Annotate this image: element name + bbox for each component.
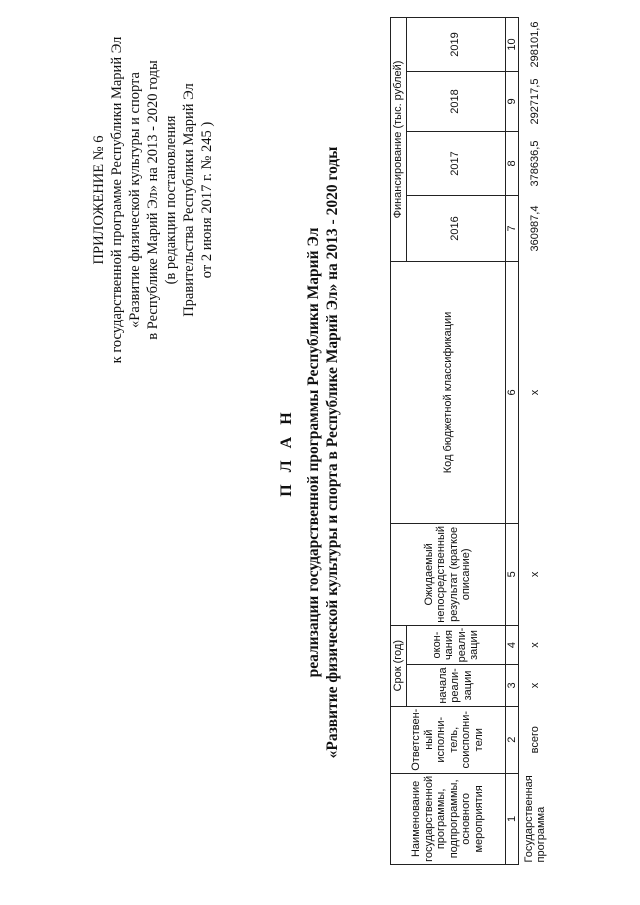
column-number: 3 <box>505 665 519 706</box>
column-number: 6 <box>505 261 519 523</box>
header-row-1 <box>391 17 407 864</box>
header-name: Наименование государственной программы, подпрограммы, основного мероприятия <box>391 773 506 864</box>
column-number-row <box>505 17 519 864</box>
row-value-2017: 378636,5 <box>528 140 541 187</box>
header-result: Ожидаемый непосредственный результат (краткое описание) <box>391 523 506 625</box>
appendix-line: к государственной программе Республики Марий Эл <box>109 36 125 364</box>
header-term: Срок (год) <box>391 625 407 706</box>
header-financing: Финансирование (тыс. рублей) <box>391 17 407 261</box>
appendix-line: в Республике Марий Эл» на 2013 - 2020 годы <box>145 60 161 340</box>
header-year-2016: 2016 <box>406 195 505 261</box>
header-responsible: Ответствен-ный исполни-тель, соисполни-тели <box>391 706 506 773</box>
plan-subtitle-line-1: реализации государственной программы Республики Марий Эл <box>305 227 322 678</box>
row-start: х <box>528 682 541 689</box>
appendix-line: от 2 июня 2017 г. № 245 ) <box>199 121 215 279</box>
row-result: х <box>528 571 541 578</box>
column-number: 8 <box>505 131 519 195</box>
column-number: 5 <box>505 523 519 625</box>
row-responsible: всего <box>528 726 541 754</box>
row-code: х <box>528 389 541 396</box>
row-name: Государственная программа <box>523 775 547 863</box>
appendix-block <box>90 20 216 380</box>
column-number: 7 <box>505 195 519 261</box>
appendix-line: (в редакции постановления <box>163 115 179 285</box>
column-number: 9 <box>505 71 519 131</box>
header-year-2018: 2018 <box>406 71 505 131</box>
header-year-2019: 2019 <box>406 17 505 71</box>
table-row <box>519 17 552 864</box>
header-term-start: начала реали-зации <box>406 665 505 706</box>
row-value-2018: 292717,5 <box>528 78 541 125</box>
column-number: 2 <box>505 706 519 773</box>
row-end: х <box>528 642 541 648</box>
column-number: 1 <box>505 773 519 864</box>
appendix-line: Правительства Республики Марий Эл <box>181 83 197 317</box>
header-budget-code: Код бюджетной классификации <box>391 261 506 523</box>
row-value-2019: 298101,6 <box>528 21 541 68</box>
appendix-line: ПРИЛОЖЕНИЕ № 6 <box>91 135 107 265</box>
header-term-end: окон-чания реали-зации <box>406 625 505 665</box>
appendix-line: «Развитие физической культуры и спорта <box>127 72 143 328</box>
plan-title: П Л А Н <box>278 408 295 497</box>
header-year-2017: 2017 <box>406 131 505 195</box>
row-value-2016: 360987,4 <box>528 205 541 252</box>
plan-subtitle-line-2: «Развитие физической культуры и спорта в Республике Марий Эл» на 2013 - 2020 годы <box>324 146 341 759</box>
column-number: 10 <box>505 17 519 71</box>
plan-table <box>390 17 551 865</box>
column-number: 4 <box>505 625 519 665</box>
